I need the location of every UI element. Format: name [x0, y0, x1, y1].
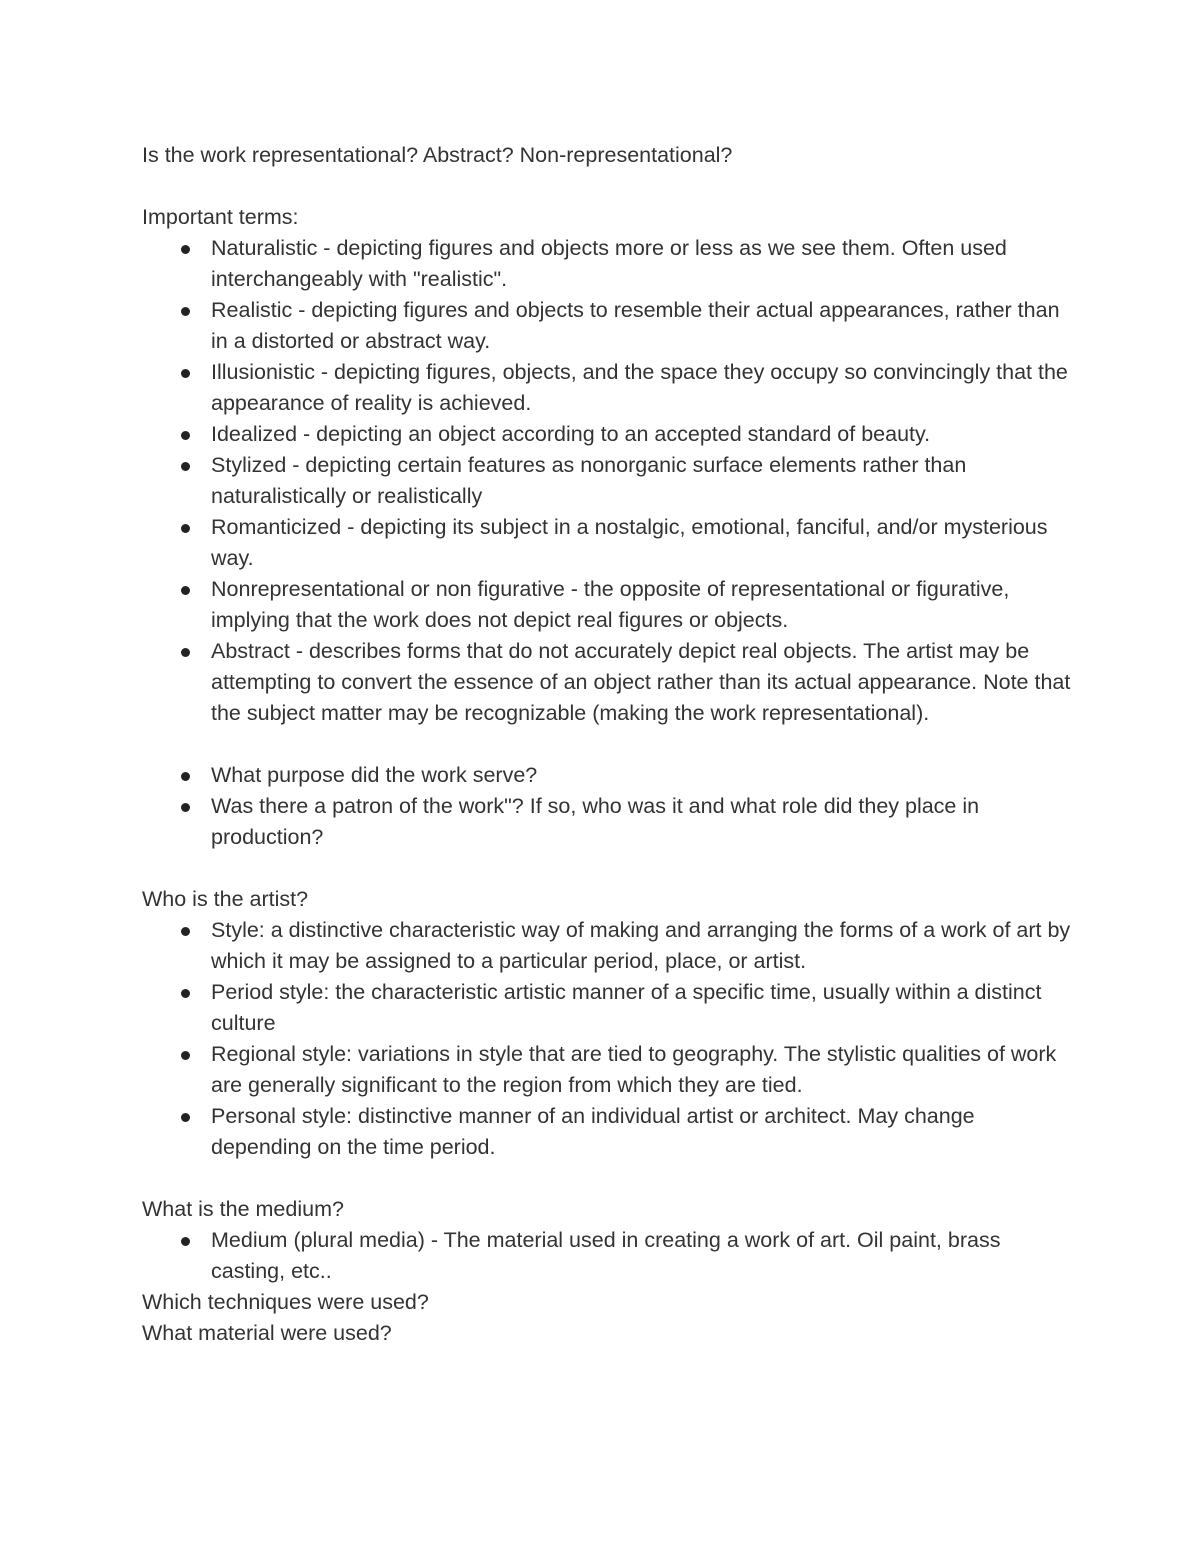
list-item: Nonrepresentational or non figurative - the opposite of representational or figurative, implying that the work does not depict real figures or objects. — [142, 574, 1072, 636]
artist-terms-list — [142, 915, 1072, 1163]
list-item: Regional style: variations in style that are tied to geography. The stylistic qualities of work are generally significant to the region from which they are tied. — [142, 1039, 1072, 1101]
list-item: Personal style: distinctive manner of an individual artist or architect. May change depending on the time period. — [142, 1101, 1072, 1163]
list-item: Medium (plural media) - The material used in creating a work of art. Oil paint, brass casting, etc.. — [142, 1225, 1072, 1287]
list-item: Realistic - depicting figures and objects to resemble their actual appearances, rather than in a distorted or abstract way. — [142, 295, 1072, 357]
blank-line — [142, 729, 1072, 760]
question-representational: Is the work representational? Abstract? Non-representational? — [142, 143, 733, 167]
list-item: Period style: the characteristic artistic manner of a specific time, usually within a distinct culture — [142, 977, 1072, 1039]
techniques-question: Which techniques were used? — [142, 1290, 429, 1314]
medium-terms-list — [142, 1225, 1072, 1287]
important-terms-heading: Important terms: — [142, 205, 299, 229]
blank-line — [142, 853, 1072, 884]
list-item: Idealized - depicting an object according to an accepted standard of beauty. — [142, 419, 1072, 450]
material-question: What material were used? — [142, 1321, 392, 1345]
blank-line — [142, 1163, 1072, 1194]
list-item: Illusionistic - depicting figures, objects, and the space they occupy so convincingly that the appearance of reality is achieved. — [142, 357, 1072, 419]
list-item: Stylized - depicting certain features as nonorganic surface elements rather than naturalistically or realistically — [142, 450, 1072, 512]
important-terms-list — [142, 233, 1072, 729]
medium-heading: What is the medium? — [142, 1197, 344, 1221]
document-page — [142, 140, 1072, 1349]
list-item: Romanticized - depicting its subject in a nostalgic, emotional, fanciful, and/or mysterious way. — [142, 512, 1072, 574]
artist-heading: Who is the artist? — [142, 887, 309, 911]
list-item: What purpose did the work serve? — [142, 760, 1072, 791]
list-item: Naturalistic - depicting figures and objects more or less as we see them. Often used interchangeably with "realistic". — [142, 233, 1072, 295]
list-item: Style: a distinctive characteristic way of making and arranging the forms of a work of art by which it may be assigned to a particular period, place, or artist. — [142, 915, 1072, 977]
list-item: Abstract - describes forms that do not accurately depict real objects. The artist may be attempting to convert the essence of an object rather than its actual appearance. Note that the subject matter may be recognizable (making the work representational). — [142, 636, 1072, 729]
blank-line — [142, 171, 1072, 202]
list-item: Was there a patron of the work"? If so, who was it and what role did they place in production? — [142, 791, 1072, 853]
purpose-questions-list — [142, 760, 1072, 853]
